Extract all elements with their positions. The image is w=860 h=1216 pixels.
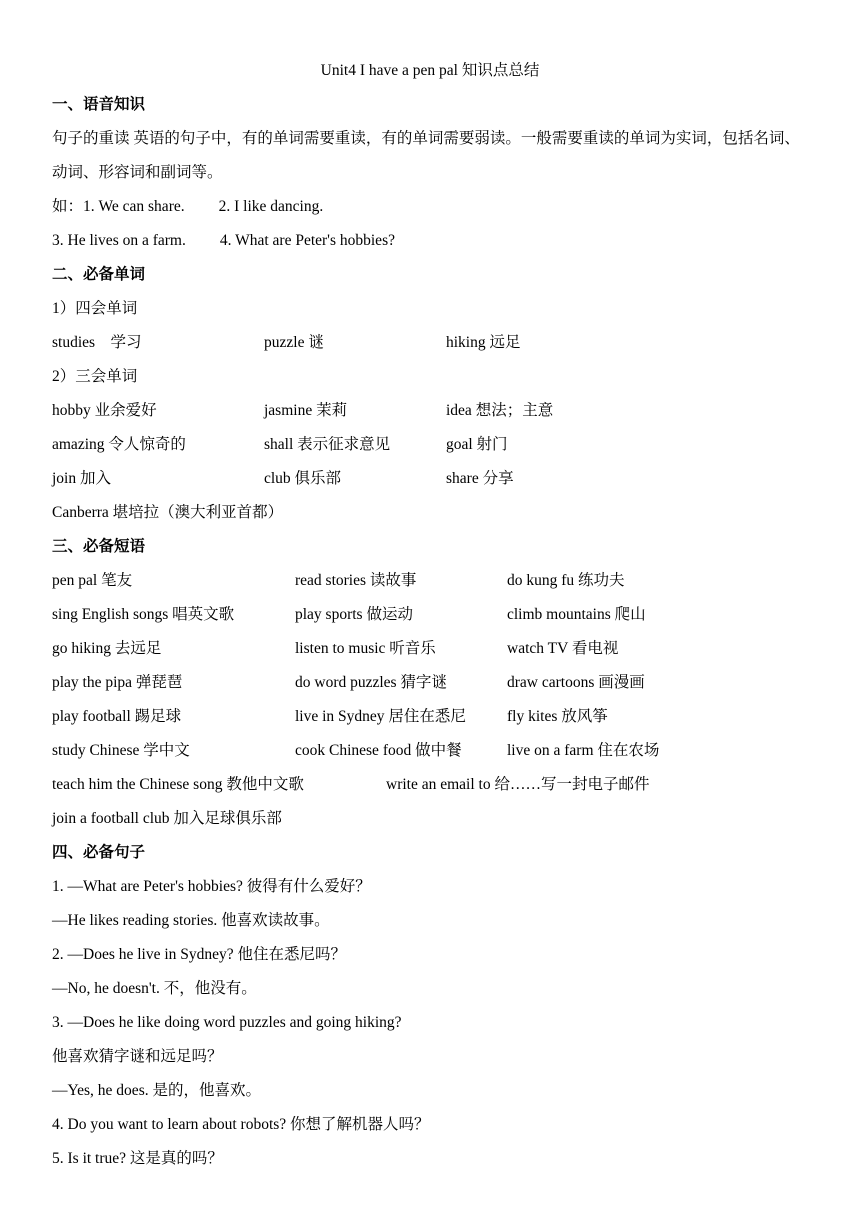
- word-entry: idea 想法；主意: [446, 402, 554, 419]
- phrase-row: [52, 768, 812, 802]
- phrase-entry: live on a farm 住在农场: [507, 742, 660, 759]
- phrase-entry: cook Chinese food 做中餐: [295, 742, 462, 759]
- phrase-entry: sing English songs 唱英文歌: [52, 606, 235, 623]
- phrase-row: [52, 564, 812, 598]
- phrase-entry: do word puzzles 猜字谜: [295, 674, 447, 691]
- word-entry: jasmine 茉莉: [264, 402, 348, 419]
- example-1: 如：1. We can share.: [52, 198, 185, 215]
- phrase-row: [52, 734, 812, 768]
- word-entry: goal 射门: [446, 436, 508, 453]
- phrase-entry: go hiking 去远足: [52, 640, 162, 657]
- sentence-line: —No, he doesn't. 不，他没有。: [52, 980, 257, 997]
- word-row: [52, 462, 812, 496]
- phrase-entry: play sports 做运动: [295, 606, 413, 623]
- sentence-line: 3. —Does he like doing word puzzles and going hiking?: [52, 1014, 402, 1031]
- phrase-entry: listen to music 听音乐: [295, 640, 436, 657]
- sentence-line: 5. Is it true? 这是真的吗？: [52, 1150, 223, 1167]
- word-entry: hobby 业余爱好: [52, 402, 157, 419]
- word-entry: puzzle 谜: [264, 334, 324, 351]
- subheading-three-skill-words: 2）三会单词: [52, 368, 138, 385]
- section-heading-phonetics: 一、语音知识: [52, 96, 146, 113]
- section-heading-words: 二、必备单词: [52, 266, 146, 283]
- word-row: [52, 394, 812, 428]
- phrase-entry: draw cartoons 画漫画: [507, 674, 645, 691]
- phrase-entry: fly kites 放风筝: [507, 708, 608, 725]
- word-entry: studies 学习: [52, 334, 142, 351]
- word-entry: share 分享: [446, 470, 514, 487]
- document-page: [52, 58, 812, 1176]
- document-title: Unit4 I have a pen pal 知识点总结: [320, 62, 540, 79]
- word-entry: hiking 远足: [446, 334, 521, 351]
- example-3: 3. He lives on a farm.: [52, 232, 186, 249]
- phrase-entry: watch TV 看电视: [507, 640, 619, 657]
- word-entry: amazing 令人惊奇的: [52, 436, 186, 453]
- phrase-row: [52, 632, 812, 666]
- sentence-line: 4. Do you want to learn about robots? 你想了解机器人吗？: [52, 1116, 430, 1133]
- word-entry: club 俱乐部: [264, 470, 342, 487]
- phonetics-paragraph: 句子的重读 英语的句子中，有的单词需要重读，有的单词需要弱读。一般需要重读的单词为实词，包括名词、动词、形容词和副词等。: [52, 130, 800, 181]
- word-entry-canberra: Canberra 堪培拉（澳大利亚首都）: [52, 504, 284, 521]
- phrase-entry: climb mountains 爬山: [507, 606, 646, 623]
- word-entry: join 加入: [52, 470, 111, 487]
- example-line-2: [52, 224, 812, 258]
- sentence-line: —He likes reading stories. 他喜欢读故事。: [52, 912, 330, 929]
- example-2: 2. I like dancing.: [218, 198, 324, 215]
- sentence-line: 2. —Does he live in Sydney? 他住在悉尼吗？: [52, 946, 347, 963]
- phrase-entry: pen pal 笔友: [52, 572, 133, 589]
- phrase-entry: write an email to 给……写一封电子邮件: [386, 776, 650, 793]
- subheading-four-skill-words: 1）四会单词: [52, 300, 138, 317]
- section-heading-phrases: 三、必备短语: [52, 538, 146, 555]
- sentence-line: 1. —What are Peter's hobbies? 彼得有什么爱好？: [52, 878, 371, 895]
- section-heading-sentences: 四、必备句子: [52, 844, 146, 861]
- word-row: [52, 428, 812, 462]
- phrase-entry: play the pipa 弹琵琶: [52, 674, 183, 691]
- sentence-line: —Yes, he does. 是的，他喜欢。: [52, 1082, 261, 1099]
- example-4: 4. What are Peter's hobbies?: [219, 232, 395, 249]
- word-entry: shall 表示征求意见: [264, 436, 391, 453]
- phrase-entry: teach him the Chinese song 教他中文歌: [52, 776, 304, 793]
- phrase-entry-last: join a football club 加入足球俱乐部: [52, 810, 282, 827]
- phrase-entry: read stories 读故事: [295, 572, 417, 589]
- phrase-entry: live in Sydney 居住在悉尼: [295, 708, 466, 725]
- word-row: [52, 326, 812, 360]
- sentence-line: 他喜欢猜字谜和远足吗？: [52, 1048, 223, 1065]
- example-line-1: [52, 190, 812, 224]
- phrase-row: [52, 700, 812, 734]
- phrase-entry: study Chinese 学中文: [52, 742, 190, 759]
- phrase-row: [52, 598, 812, 632]
- phrase-entry: play football 踢足球: [52, 708, 182, 725]
- phrase-row: [52, 666, 812, 700]
- phrase-entry: do kung fu 练功夫: [507, 572, 625, 589]
